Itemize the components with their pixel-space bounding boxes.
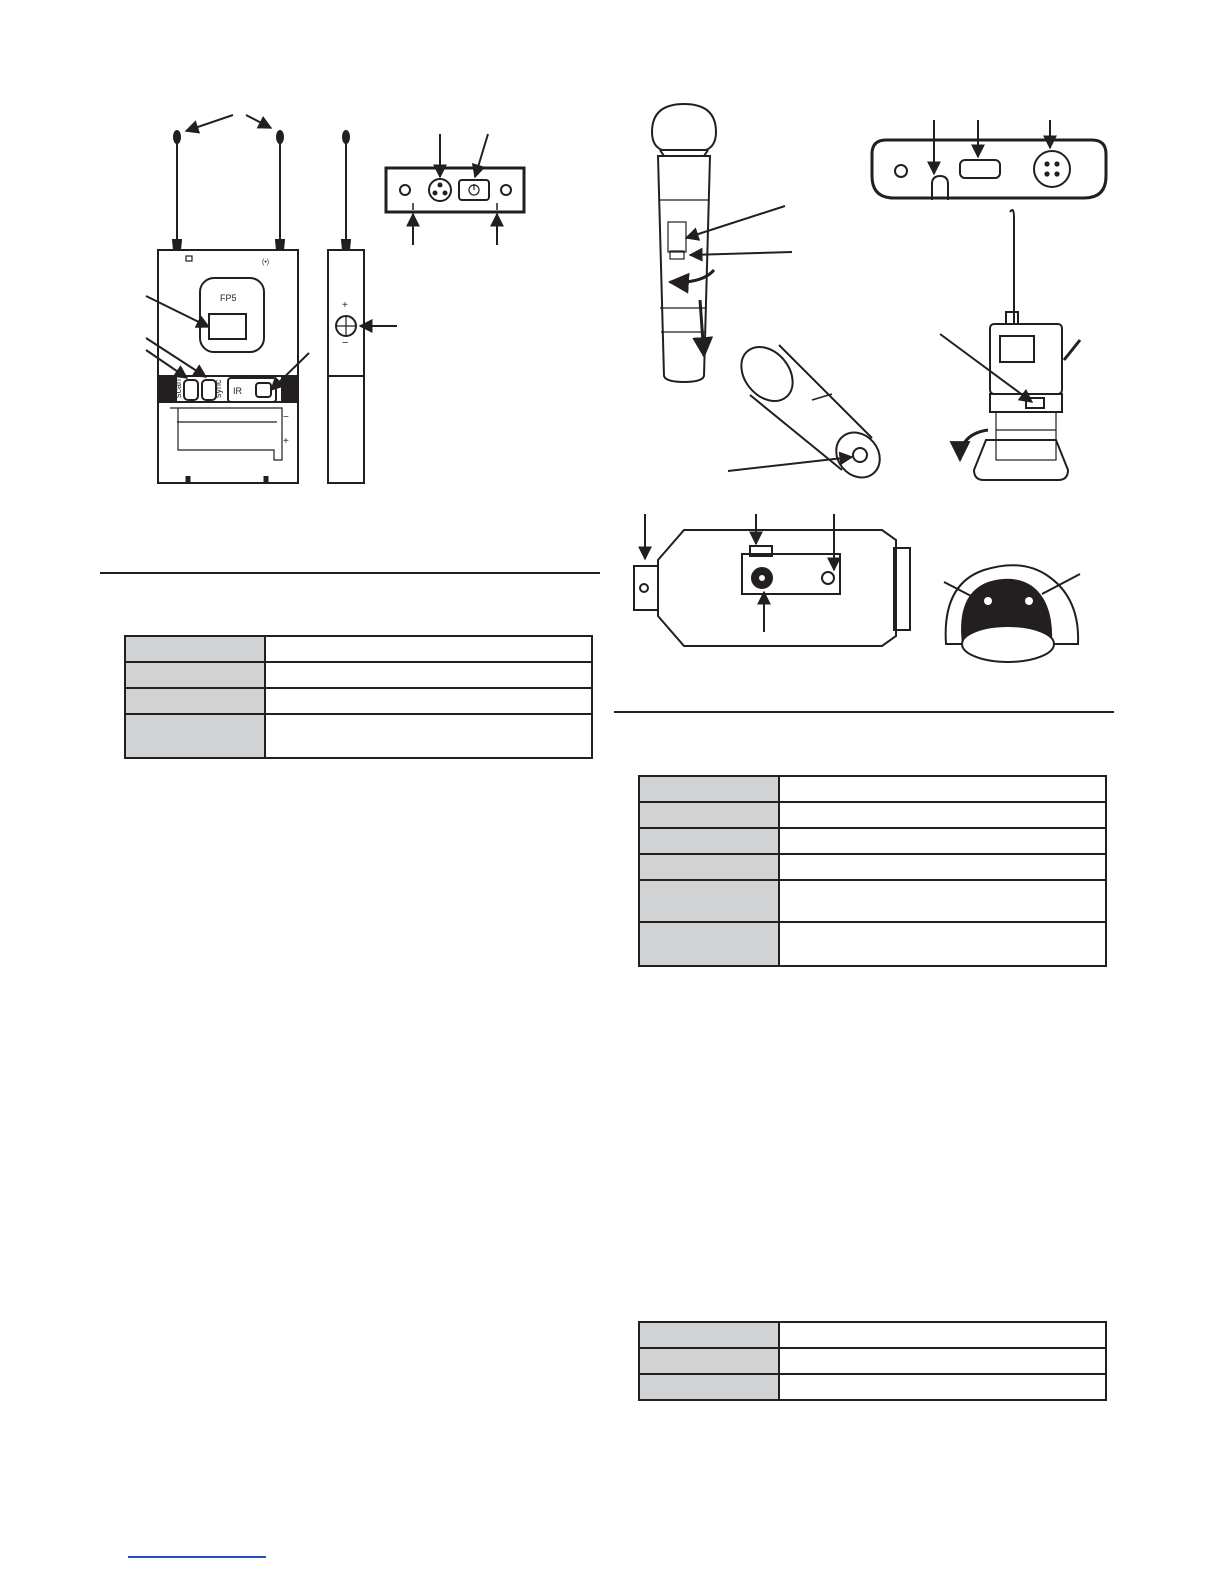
table-row	[639, 854, 1106, 880]
spec-table-right-top	[638, 775, 1107, 967]
antenna-left	[173, 131, 181, 250]
section-divider-left	[100, 572, 600, 574]
grille-closeup	[946, 565, 1078, 662]
spec-table-right-bottom	[638, 1321, 1107, 1401]
ir-window-label: IR	[233, 386, 242, 396]
handheld-battery-view	[731, 337, 889, 486]
battery-plus-sign: +	[283, 436, 289, 447]
bodypack-side-callout	[1064, 340, 1080, 360]
rf-indicator-label: (•)	[262, 259, 270, 266]
mic-display-callout	[690, 252, 792, 255]
sync-button-label: sync	[213, 379, 223, 398]
receiver-model-label: FP5	[220, 293, 237, 303]
antenna-callout-right	[246, 115, 271, 128]
handheld-microphone	[652, 104, 716, 382]
volume-minus-sign: −	[342, 337, 349, 349]
footer-link-underline[interactable]	[128, 1556, 266, 1558]
antenna-right	[276, 131, 284, 250]
mic-switch-callout	[686, 206, 785, 238]
receiver-front-body	[158, 250, 298, 483]
table-row	[639, 828, 1106, 854]
scan-callout	[146, 350, 187, 378]
bodypack-transmitter	[960, 210, 1068, 480]
bodypack-ir-callout	[940, 334, 1032, 402]
section-divider-right	[614, 711, 1114, 713]
bodypack-top-panel	[872, 140, 1106, 200]
grille-led-left-callout	[944, 582, 975, 598]
table-row	[639, 802, 1106, 828]
table-row	[639, 776, 1106, 802]
table-row	[639, 922, 1106, 966]
receiver-top-panel	[386, 168, 524, 212]
plugon-transmitter	[634, 530, 910, 646]
table-row	[125, 662, 592, 688]
table-row	[639, 1322, 1106, 1348]
table-row	[639, 1374, 1106, 1400]
spec-table-left	[124, 635, 593, 759]
antenna-callout-left	[186, 115, 233, 131]
table-row	[125, 636, 592, 662]
volume-plus-sign: +	[342, 300, 348, 311]
battery-minus-sign: −	[283, 412, 289, 423]
table-row	[639, 1348, 1106, 1374]
table-row	[639, 880, 1106, 922]
table-row	[125, 688, 592, 714]
table-row	[125, 714, 592, 758]
scan-button-label: scan	[173, 378, 183, 398]
power-button-callout	[475, 134, 488, 177]
